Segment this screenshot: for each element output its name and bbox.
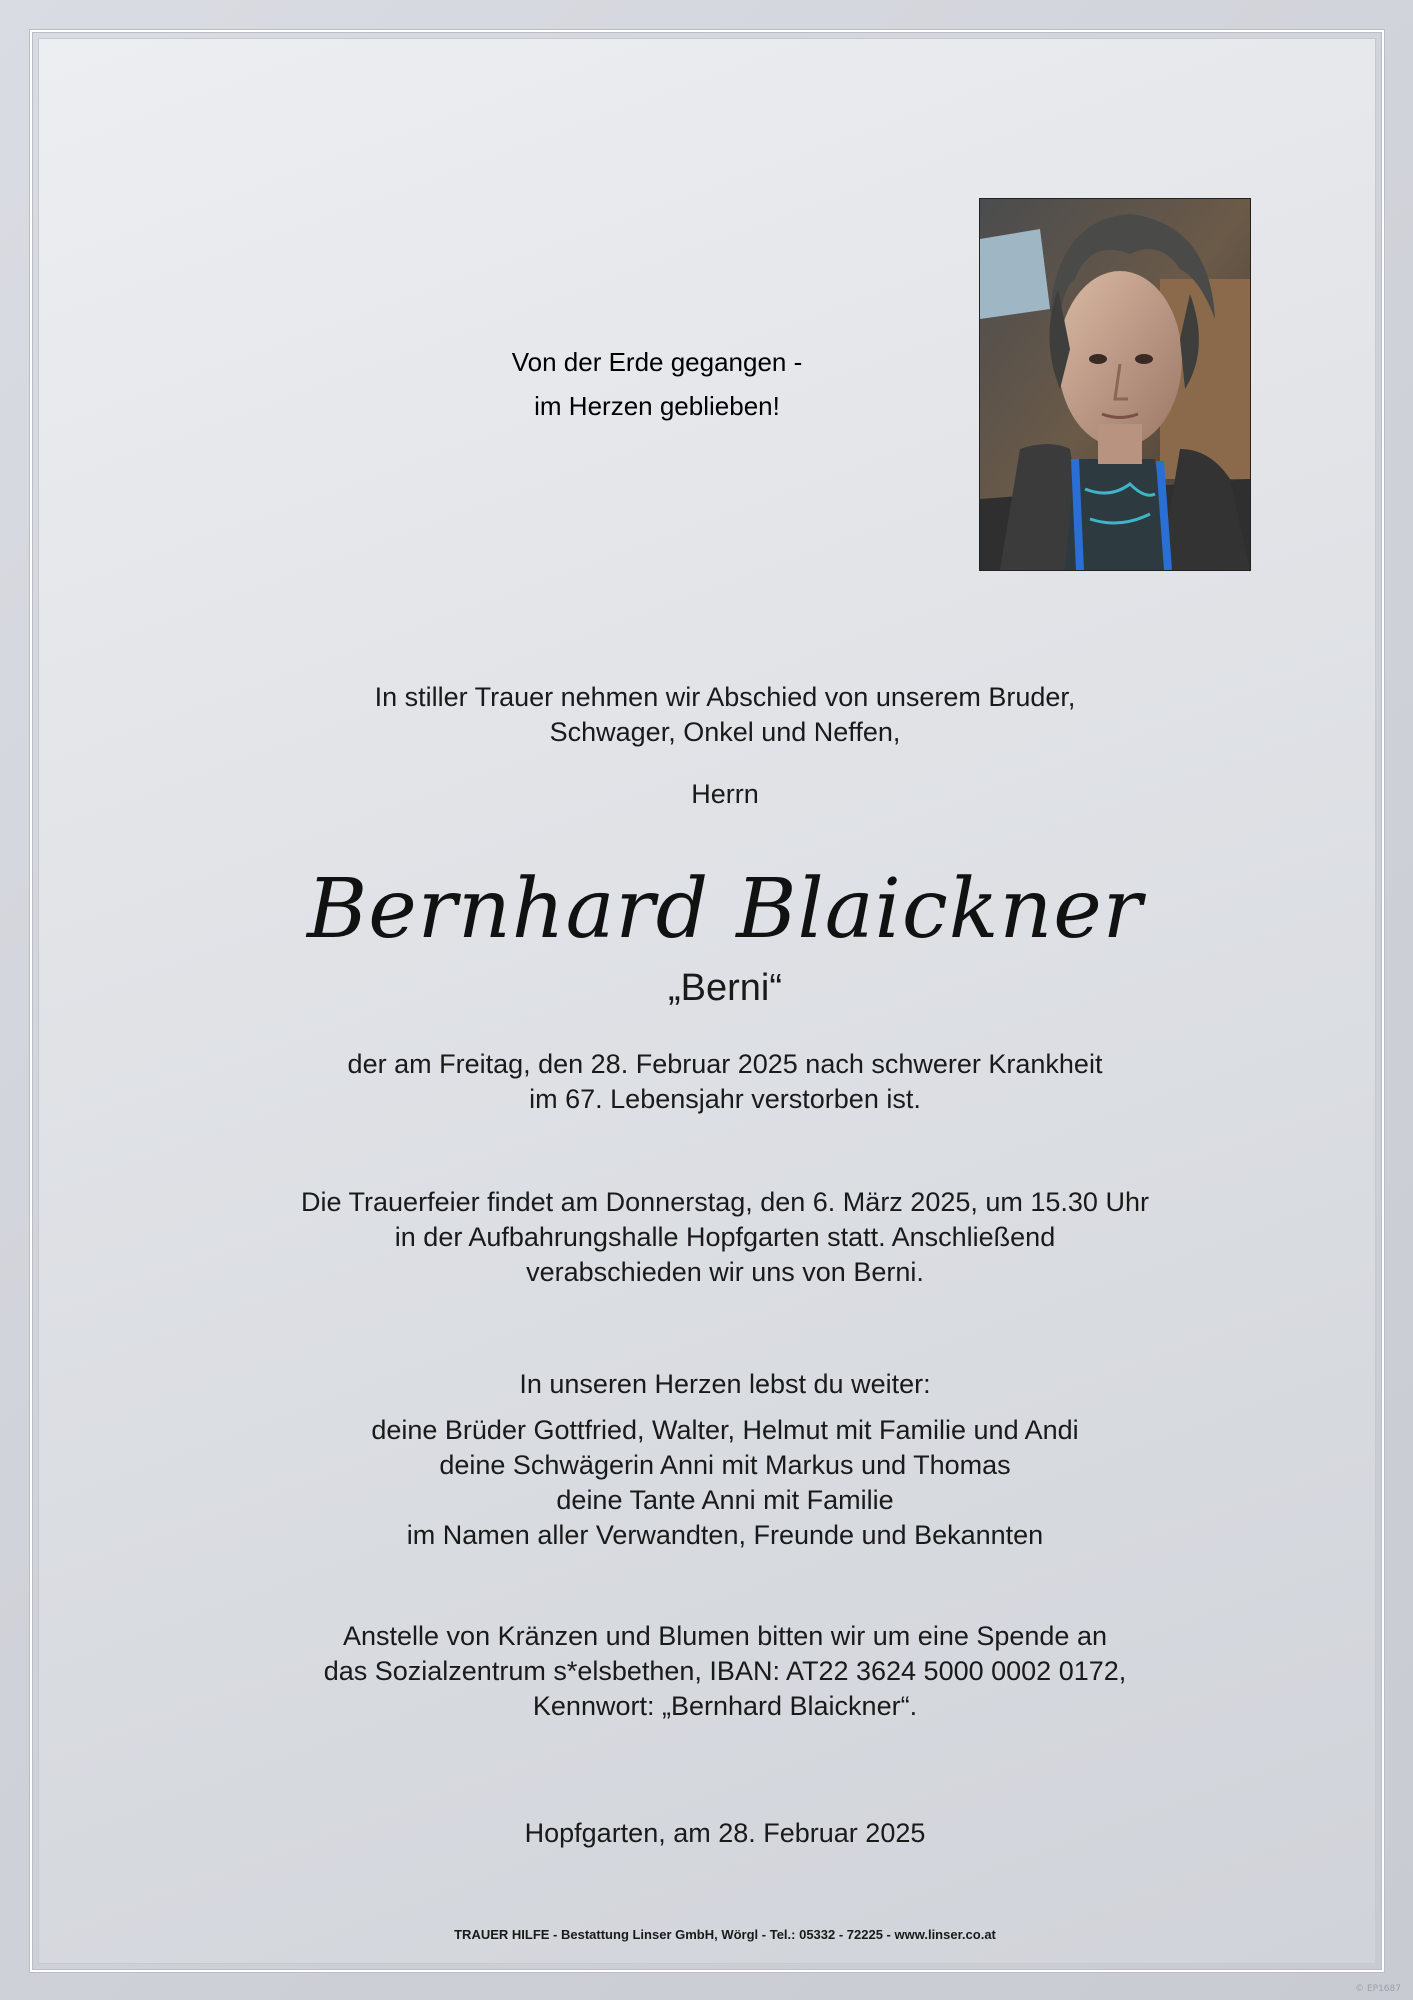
portrait-photo	[979, 198, 1251, 571]
donation-request	[150, 1619, 1300, 1724]
footer	[150, 1927, 1300, 1942]
mourner-line: deine Tante Anni mit Familie	[556, 1485, 894, 1515]
mourner-line: deine Schwägerin Anni mit Markus und Thomas	[439, 1450, 1011, 1480]
salutation	[150, 777, 1300, 812]
mourner-line: deine Brüder Gottfried, Walter, Helmut mit Familie und Andi	[371, 1415, 1079, 1445]
donation-line-1: Anstelle von Kränzen und Blumen bitten wir um eine Spende an	[343, 1621, 1107, 1651]
donation-line-3: Kennwort: „Bernhard Blaickner“.	[532, 1691, 918, 1721]
mourners-list	[150, 1413, 1300, 1553]
donation-line-2: das Sozialzentrum s*elsbethen, IBAN: AT22 3624 5000 0002 0172,	[323, 1656, 1127, 1686]
ceremony-line-3: verabschieden wir uns von Berni.	[526, 1257, 924, 1287]
deceased-name-block	[150, 862, 1300, 958]
ceremony-line-1: Die Trauerfeier findet am Donnerstag, den 6. März 2025, um 15.30 Uhr	[301, 1187, 1149, 1217]
ceremony-info	[150, 1185, 1300, 1290]
mourner-line: im Namen aller Verwandten, Freunde und Bekannten	[406, 1520, 1044, 1550]
death-notice-line-1: der am Freitag, den 28. Februar 2025 nach schwerer Krankheit	[347, 1049, 1103, 1079]
motto	[380, 340, 934, 428]
intro-text	[150, 680, 1300, 750]
motto-line-1: Von der Erde gegangen -	[511, 347, 803, 377]
death-notice	[150, 1047, 1300, 1117]
intro-line-2: Schwager, Onkel und Neffen,	[549, 717, 901, 747]
death-notice-line-2: im 67. Lebensjahr verstorben ist.	[529, 1084, 921, 1114]
code-mark: © EP1687	[1355, 1984, 1401, 1994]
ceremony-line-2: in der Aufbahrungshalle Hopfgarten statt. Anschließend	[394, 1222, 1056, 1252]
motto-line-2: im Herzen geblieben!	[534, 391, 780, 421]
nickname-block	[150, 966, 1300, 1010]
mourners-intro	[150, 1367, 1300, 1402]
salutation-text: Herrn	[691, 779, 759, 809]
place-date-text: Hopfgarten, am 28. Februar 2025	[524, 1818, 926, 1848]
footer-text: TRAUER HILFE - Bestattung Linser GmbH, Wörgl - Tel.: 05332 - 72225 - www.linser.co.at	[454, 1927, 996, 1942]
deceased-name: Bernhard Blaickner	[307, 862, 1143, 957]
mourners-intro-text: In unseren Herzen lebst du weiter:	[519, 1369, 931, 1399]
deceased-nickname: „Berni“	[667, 967, 783, 1009]
place-date	[150, 1816, 1300, 1851]
intro-line-1: In stiller Trauer nehmen wir Abschied von unserem Bruder,	[374, 682, 1076, 712]
